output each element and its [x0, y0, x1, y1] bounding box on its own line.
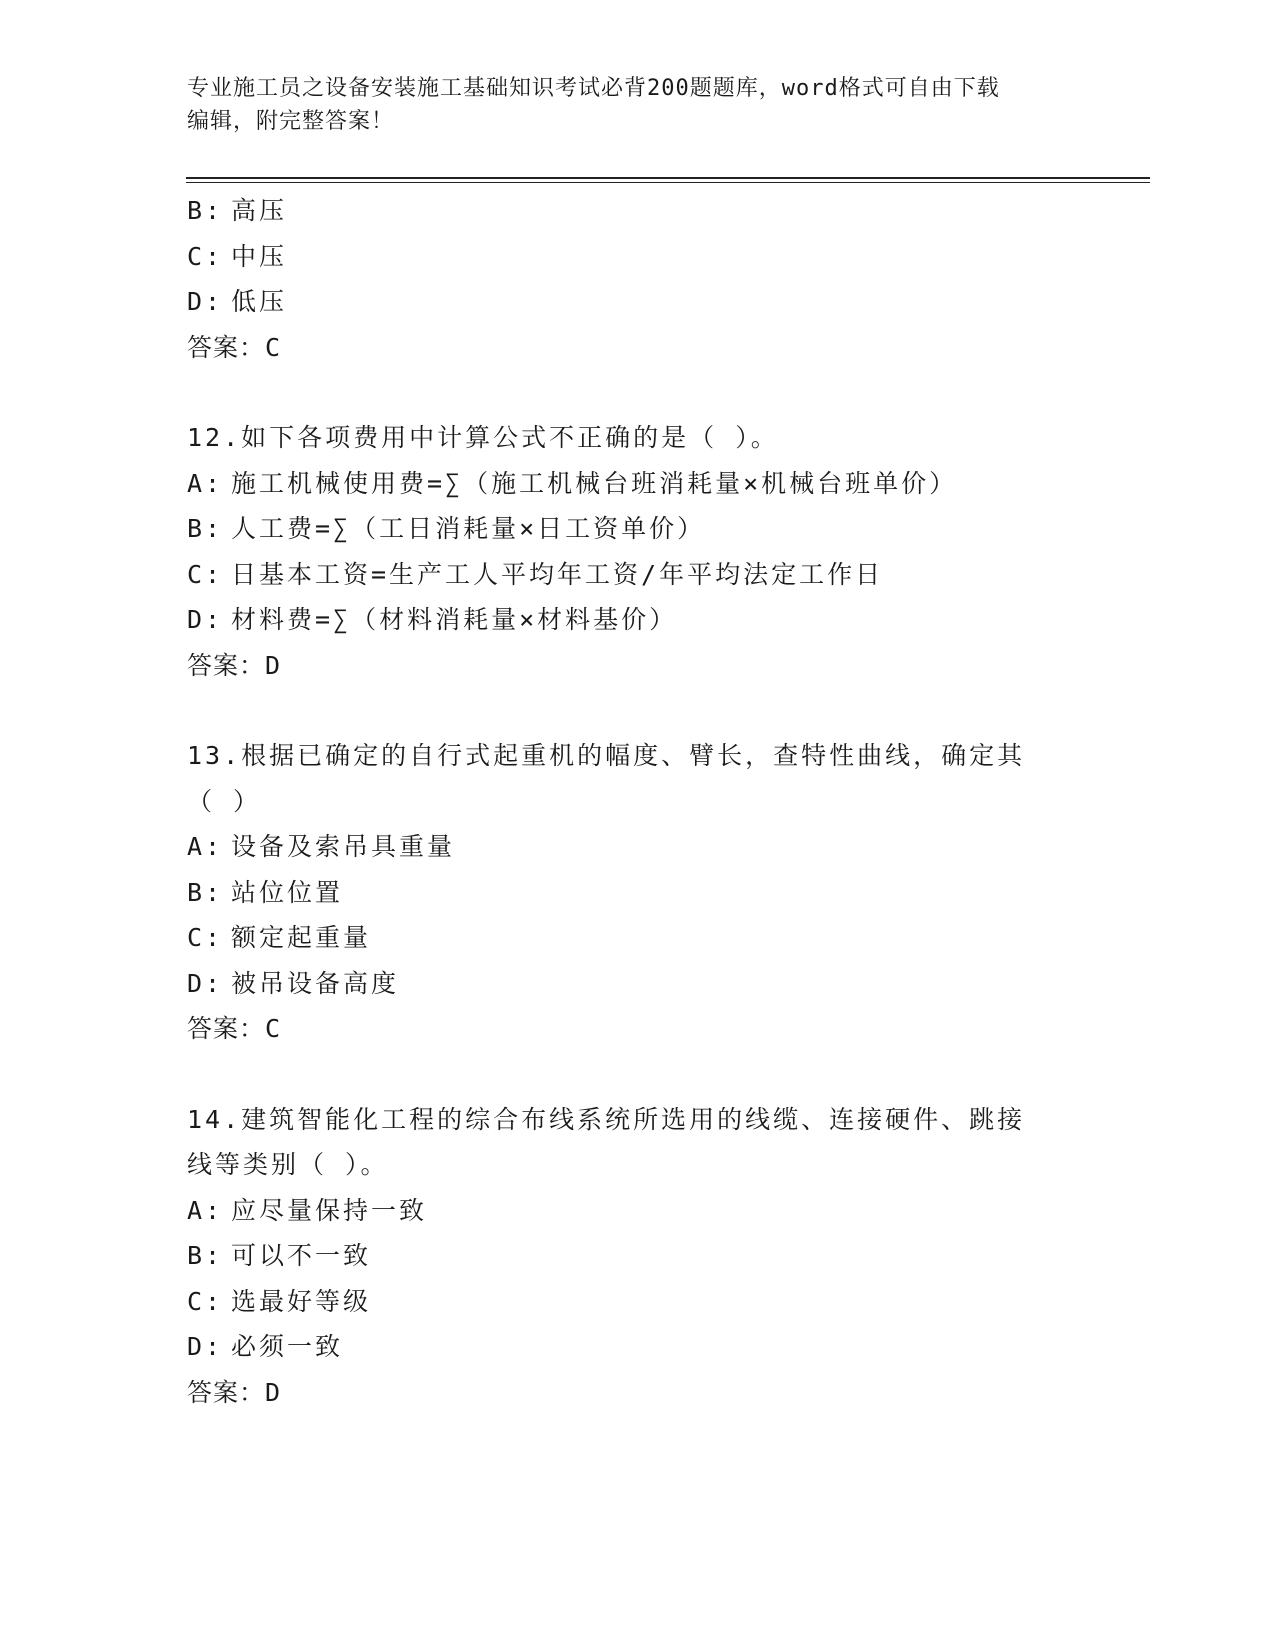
- answer-line: 答案：D: [187, 650, 282, 680]
- option-b: B: 站位位置: [187, 877, 344, 907]
- option-b: B: 可以不一致: [187, 1241, 372, 1270]
- question-stem: 12.如下各项费用中计算公式不正确的是（ ）。: [187, 423, 779, 452]
- document-header: [187, 72, 1087, 138]
- header-rule-thin: [186, 182, 1150, 183]
- question-block-13: [187, 733, 1087, 1052]
- question-block-14: [187, 1097, 1087, 1416]
- option-a: A: 施工机械使用费=∑（施工机械台班消耗量×机械台班单价）: [187, 468, 958, 498]
- option-b: B: 人工费=∑（工日消耗量×日工资单价）: [187, 514, 706, 543]
- option-c: C: 中压: [187, 241, 288, 271]
- header-line-1: 专业施工员之设备安装施工基础知识考试必背200题题库，word格式可自由下载: [187, 76, 1000, 101]
- answer-line: 答案：D: [187, 1377, 282, 1407]
- question-block-12: [187, 415, 1087, 688]
- option-c: C: 选最好等级: [187, 1286, 372, 1316]
- question-block-prev: [187, 188, 1087, 370]
- question-stem: 13.根据已确定的自行式起重机的幅度、臂长，查特性曲线，确定其（ ）: [187, 741, 1026, 816]
- option-c: C: 日基本工资=生产工人平均年工资/年平均法定工作日: [187, 559, 884, 589]
- option-a: A: 设备及索吊具重量: [187, 832, 456, 861]
- option-d: D: 材料费=∑（材料消耗量×材料基价）: [187, 605, 678, 634]
- header-rule-thick: [186, 177, 1150, 179]
- question-list: [187, 188, 1087, 1415]
- option-d: D: 低压: [187, 287, 288, 316]
- option-c: C: 额定起重量: [187, 923, 372, 952]
- answer-line: 答案：C: [187, 1014, 282, 1043]
- option-d: D: 被吊设备高度: [187, 968, 400, 998]
- answer-line: 答案：C: [187, 332, 282, 362]
- option-b: B: 高压: [187, 196, 288, 225]
- option-d: D: 必须一致: [187, 1332, 344, 1361]
- header-line-2: 编辑，附完整答案！: [187, 109, 395, 134]
- question-stem: 14.建筑智能化工程的综合布线系统所选用的线缆、连接硬件、跳接线等类别（ ）。: [187, 1104, 1026, 1179]
- option-a: A: 应尽量保持一致: [187, 1195, 428, 1225]
